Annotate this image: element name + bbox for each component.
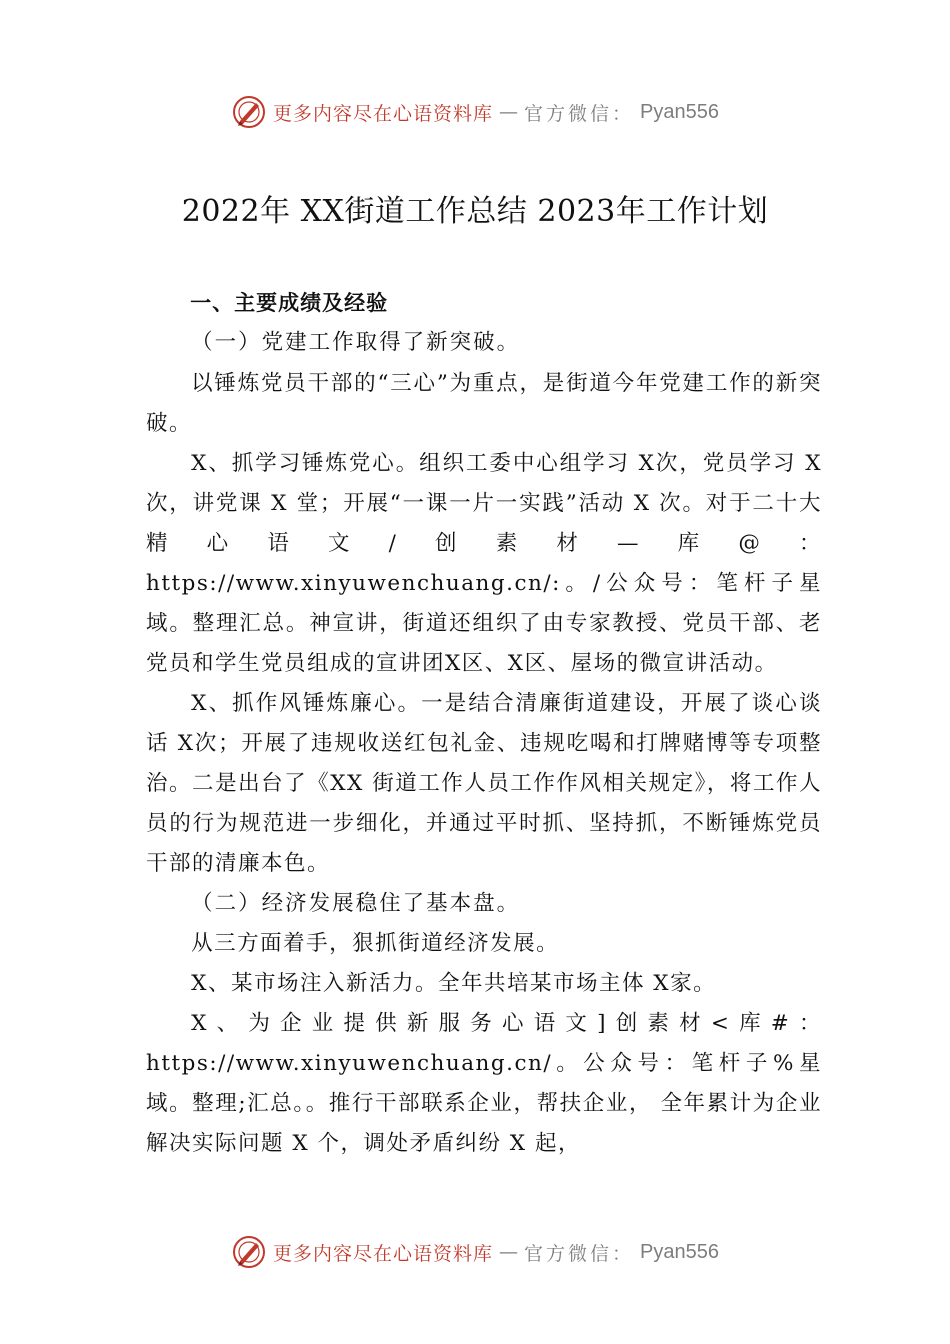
watermark-contact-id: Pyan556 [640,1240,719,1263]
document-title: 2022年 XX街道工作总结 2023年工作计划 [181,194,769,229]
watermark-contact-label: 官方微信： [524,1242,635,1265]
footer-watermark [0,1234,950,1270]
watermark-brand-text: 更多内容尽在心语资料库 [273,102,494,125]
paragraph: X、抓作风锤炼廉心。一是结合清廉街道建设，开展了谈心谈话 X次；开展了违规收送红包礼金、违规吃喝和打牌赌博等专项整治。二是出台了《XX 街道工作人员工作作风相关规定》，将工作人员的行为规范进一步细化，并通过平时抓、坚持抓，不断锤炼党员干部的清廉本色。 [146,690,822,876]
paragraph: X、某市场注入新活力。全年共培某市场主体 X家。 [191,971,717,996]
paragraph: 从三方面着手，狠抓街道经济发展。 [191,931,560,956]
pen-seal-logo-icon [231,94,267,130]
paragraph: X、为企业提供新服务心语文]创素材<库#：https://www.xinyuwenchuang.cn/。公众号：笔杆子%星域。整理;汇总。。推行干部联系企业，帮扶企业， 全年累计为企业解决实际问题 X 个，调处矛盾纠纷 X 起， [146,1011,822,1156]
pen-seal-logo-icon [231,1234,267,1270]
watermark-dash: — [499,1241,519,1263]
watermark-contact-id: Pyan556 [640,100,719,123]
watermark-contact-label: 官方微信： [524,102,635,125]
subsection-heading: （一）党建工作取得了新突破。 [191,330,521,355]
subsection-heading: （二）经济发展稳住了基本盘。 [191,890,521,916]
document-body [146,283,822,1164]
paragraph: X、抓学习锤炼党心。组织工委中心组学习 X次，党员学习 X 次，讲党课 X 堂；开展“一课一片一实践”活动 X 次。对于二十大精心语文/创素材—库@：https://www.xinyuwenchuang.cn/:。/公众号：笔杆子星域。整理汇总。神宣讲，街道还组织了由专家教授、党员干部、老党员和学生党员组成的宣讲团X区、X区、屋场的微宣讲活动。 [146,450,822,676]
watermark-dash: — [499,101,519,123]
paragraph: 以锤炼党员干部的“三心”为重点，是街道今年党建工作的新突破。 [146,370,822,436]
watermark-brand-text: 更多内容尽在心语资料库 [273,1242,494,1265]
section-heading: 一、主要成绩及经验 [190,291,389,315]
header-watermark [0,94,950,130]
